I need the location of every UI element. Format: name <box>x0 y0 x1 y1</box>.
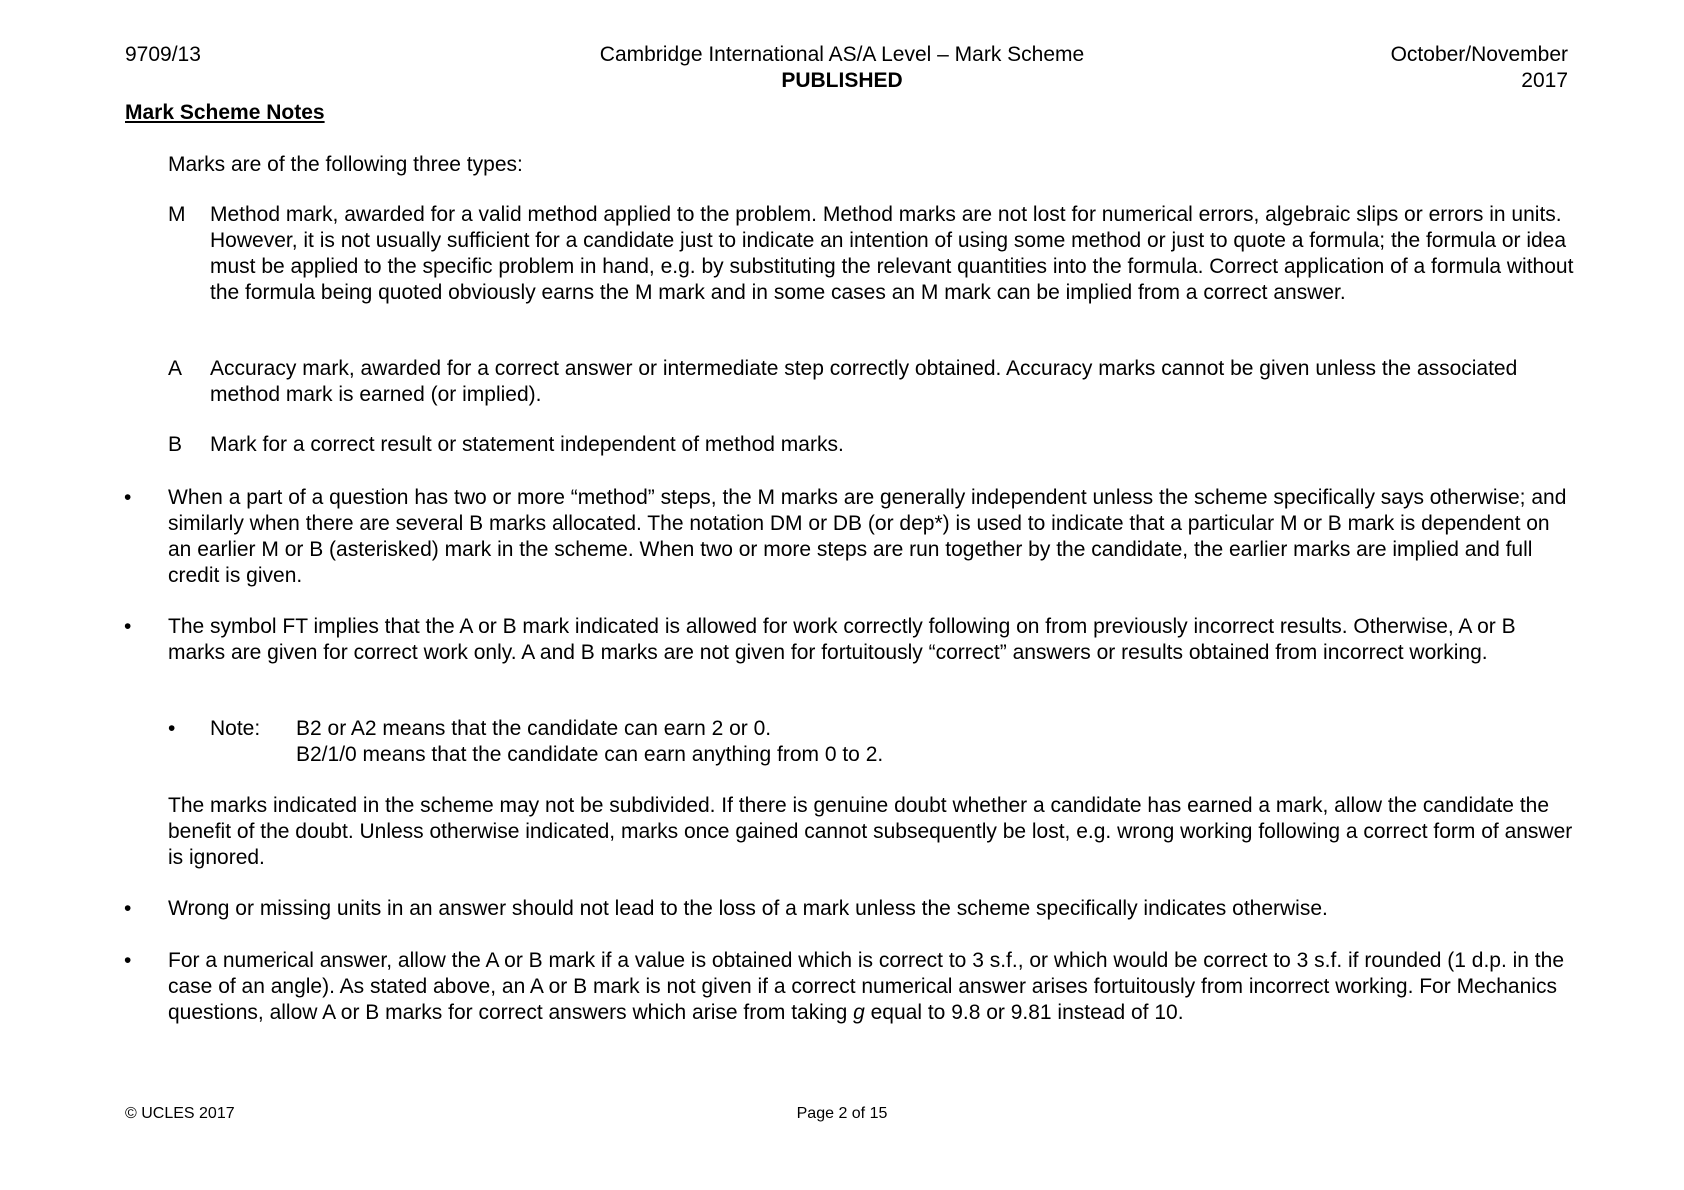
mark-type-letter-b: B <box>168 433 183 456</box>
numerical-text-before: For a numerical answer, allow the A or B mark if a value is obtained which is correct to 3 s.f., or which would be correct to 3 s.f. if rounded (1 d.p. in the case of an angle). As stated above, an A or B mark is not given if a correct numerical answer arises fortuitously from incorrect working. For Mechanics questions, allow A or B marks for correct answers which arise from taking <box>168 949 1564 1024</box>
bullet-icon: • <box>168 717 176 740</box>
note-numerical-answer <box>168 948 1574 1026</box>
note-units: Wrong or missing units in an answer should not lead to the loss of a mark unless the scheme specifically indicates otherwise. <box>168 897 1328 920</box>
paper-code: 9709/13 <box>125 43 201 66</box>
mark-type-letter-m: M <box>168 203 186 226</box>
intro-text: Marks are of the following three types: <box>168 153 523 176</box>
mark-type-letter-a: A <box>168 357 183 380</box>
session-label <box>1391 42 1568 94</box>
session-month: October/November <box>1390 43 1568 66</box>
bullet-icon: • <box>124 897 132 920</box>
bullet-icon: • <box>124 949 132 972</box>
subdivide-paragraph: The marks indicated in the scheme may not be subdivided. If there is genuine doubt whether a candidate has earned a mark, allow the candidate the benefit of the doubt. Unless otherwise indicated, marks once gained cannot subsequently be lost, e.g. wrong working following a correct form of answer is ignored. <box>168 794 1573 869</box>
note-ft-symbol: The symbol FT implies that the A or B mark indicated is allowed for work correctly following on from previously incorrect results. Otherwise, A or B marks are given for correct work only. A and B marks are not given for fortuitously “correct” answers or results obtained from incorrect working. <box>168 615 1516 664</box>
copyright: © UCLES 2017 <box>125 1105 235 1122</box>
note-line-1: B2 or A2 means that the candidate can earn 2 or 0. <box>296 717 772 740</box>
published-label: PUBLISHED <box>781 69 903 92</box>
bullet-icon: • <box>124 615 132 638</box>
bullet-icon: • <box>124 486 132 509</box>
section-title: Mark Scheme Notes <box>125 101 325 124</box>
note-label: Note: <box>210 717 261 740</box>
note-method-steps: When a part of a question has two or more “method” steps, the M marks are generally independent unless the scheme specifically says otherwise; and similarly when there are several B marks allocated. The notation DM or DB (or dep*) is used to indicate that a particular M or B mark is dependent on an earlier M or B (asterisked) mark in the scheme. When two or more steps are run together by the candidate, the earlier marks are implied and full credit is given. <box>168 486 1567 587</box>
mark-type-description-m: Method mark, awarded for a valid method applied to the problem. Method marks are not lost for numerical errors, algebraic slips or errors in units. However, it is not usually sufficient for a candidate just to indicate an intention of using some method or just to quote a formula; the formula or idea must be applied to the specific problem in hand, e.g. by substituting the relevant quantities into the formula. Correct application of a formula without the formula being quoted obviously earns the M mark and in some cases an M mark can be implied from a correct answer. <box>210 203 1574 304</box>
numerical-text-after: equal to 9.8 or 9.81 instead of 10. <box>864 1001 1184 1024</box>
mark-type-description-b: Mark for a correct result or statement independent of method marks. <box>210 433 844 456</box>
document-title: Cambridge International AS/A Level – Mark Scheme <box>599 43 1085 66</box>
note-line-2: B2/1/0 means that the candidate can earn anything from 0 to 2. <box>296 743 884 766</box>
page-number: Page 2 of 15 <box>796 1105 888 1122</box>
session-year: 2017 <box>1521 69 1568 92</box>
mark-type-description-a: Accuracy mark, awarded for a correct answer or intermediate step correctly obtained. Accuracy marks cannot be given unless the associated method mark is earned (or implied). <box>210 357 1518 406</box>
gravity-symbol: g <box>853 1001 865 1024</box>
